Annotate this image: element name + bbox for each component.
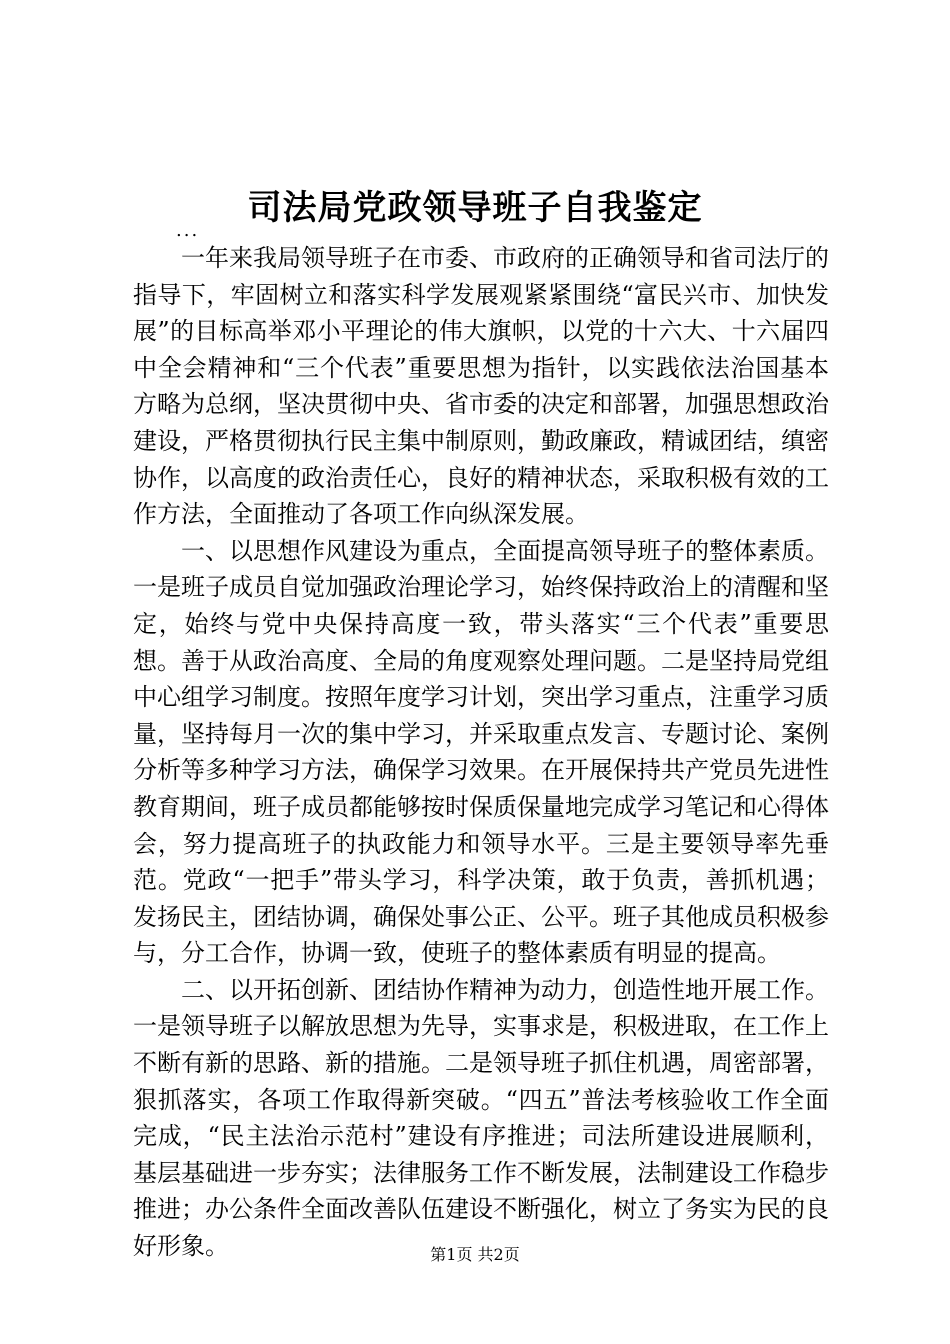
ellipsis-mark: ...: [176, 220, 200, 241]
paragraph-section-2: 二、以开拓创新、团结协作精神为动力，创造性地开展工作。一是领导班子以解放思想为先导，实事求是，积极进取，在工作上不断有新的思路、新的措施。二是领导班子抓住机遇，周密部署，狠抓落实，各项工作取得新突破。“四五”普法考核验收工作全面完成，“民主法治示范村”建设有序推进；司法所建设进展顺利，基层基础进一步夯实；法律服务工作不断发展，法制建设工作稳步推进；办公条件全面改善队伍建设不断强化，树立了务实为民的良好形象。: [133, 975, 829, 1261]
page-number-footer: 第1页 共2页: [430, 1245, 520, 1264]
paragraph-section-1: 一、以思想作风建设为重点，全面提高领导班子的整体素质。一是班子成员自觉加强政治理论学习，始终保持政治上的清醒和坚定，始终与党中央保持高度一致，带头落实“三个代表”重要思想。善于从政治高度、全局的角度观察处理问题。二是坚持局党组中心组学习制度。按照年度学习计划，突出学习重点，注重学习质量，坚持每月一次的集中学习，并采取重点发言、专题讨论、案例分析等多种学习方法，确保学习效果。在开展保持共产党员先进性教育期间，班子成员都能够按时保质保量地完成学习笔记和心得体会，努力提高班子的执政能力和领导水平。三是主要领导率先垂范。党政“一把手”带头学习，科学决策，敢于负责，善抓机遇；发扬民主，团结协调，确保处事公正、公平。班子其他成员积极参与，分工合作，协调一致，使班子的整体素质有明显的提高。: [133, 536, 829, 968]
document-title: 司法局党政领导班子自我鉴定: [247, 188, 703, 228]
document-body: [133, 240, 829, 1265]
paragraph-intro: 一年来我局领导班子在市委、市政府的正确领导和省司法厅的指导下，牢固树立和落实科学发展观紧紧围绕“富民兴市、加快发展”的目标高举邓小平理论的伟大旗帜，以党的十六大、十六届四中全会精神和“三个代表”重要思想为指针，以实践依法治国基本方略为总纲，坚决贯彻中央、省市委的决定和部署，加强思想政治建设，严格贯彻执行民主集中制原则，勤政廉政，精诚团结，缜密协作，以高度的政治责任心，良好的精神状态，采取积极有效的工作方法，全面推动了各项工作向纵深发展。: [133, 244, 829, 529]
